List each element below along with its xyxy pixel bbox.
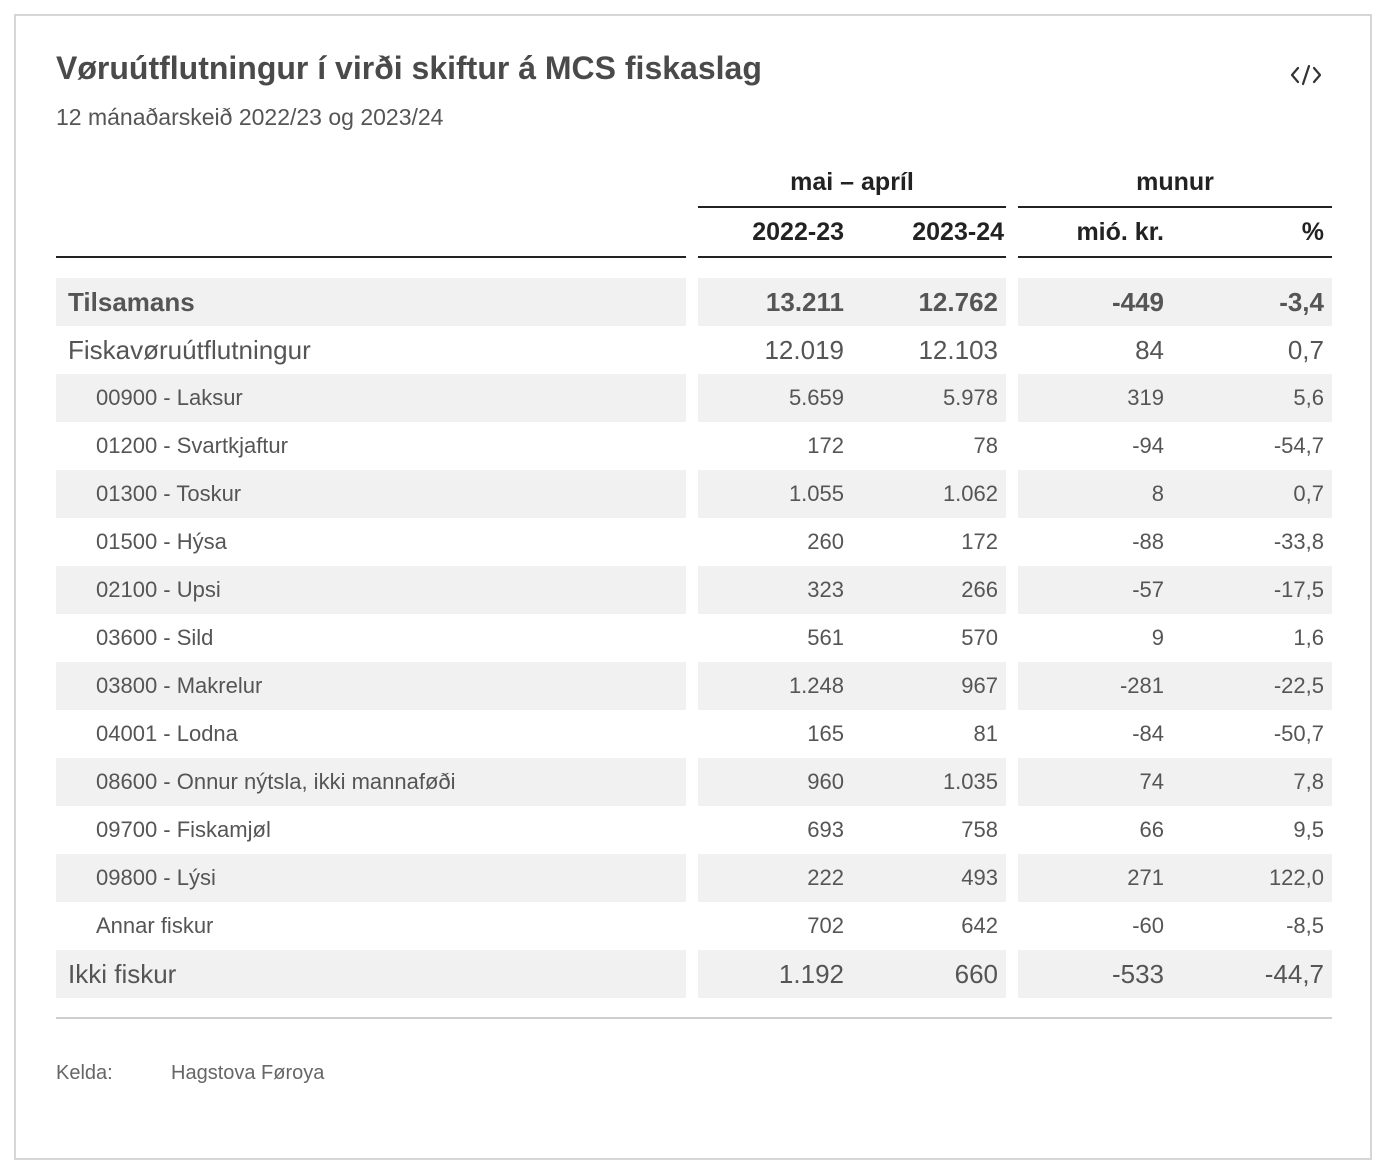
table-row xyxy=(0,902,1390,950)
table-row xyxy=(0,806,1390,854)
row-label: 01500 - Hýsa xyxy=(96,529,227,554)
row-label: 03800 - Makrelur xyxy=(96,673,263,698)
value-2023-24: 172 xyxy=(961,529,998,554)
value-2022-23: 561 xyxy=(807,625,844,650)
value-2023-24: 758 xyxy=(961,817,998,842)
table-row xyxy=(0,470,1390,518)
code-embed-icon[interactable] xyxy=(1288,60,1324,90)
table-row xyxy=(0,614,1390,662)
value-2023-24: 1.035 xyxy=(942,769,998,794)
value-2023-24: 570 xyxy=(961,625,998,650)
value-diff-mio-kr: 9 xyxy=(1151,625,1164,650)
table-row xyxy=(0,278,1390,326)
value-diff-percent: 5,6 xyxy=(1293,385,1324,410)
row-label: 03600 - Sild xyxy=(96,625,214,650)
value-2023-24: 660 xyxy=(954,959,998,989)
code-embed-icon-svg xyxy=(1288,60,1324,90)
value-2022-23: 323 xyxy=(807,577,844,602)
chart-subtitle: 12 mánaðarskeið 2022/23 og 2023/24 xyxy=(56,104,444,130)
table-row xyxy=(0,374,1390,422)
value-diff-mio-kr: 84 xyxy=(1135,335,1164,365)
table-bottom-rule xyxy=(56,1017,1332,1019)
group-rule-period xyxy=(698,206,1006,208)
value-diff-mio-kr: -533 xyxy=(1111,959,1164,989)
value-2022-23: 1.055 xyxy=(788,481,844,506)
value-2023-24: 642 xyxy=(961,913,998,938)
value-diff-percent: -50,7 xyxy=(1273,721,1324,746)
value-diff-percent: 122,0 xyxy=(1268,865,1324,890)
table-row xyxy=(0,566,1390,614)
value-2022-23: 260 xyxy=(807,529,844,554)
column-header-mio-kr: mió. kr. xyxy=(1076,218,1164,246)
value-diff-mio-kr: 8 xyxy=(1151,481,1164,506)
header-rule-period xyxy=(698,256,1006,258)
value-diff-percent: -3,4 xyxy=(1279,287,1324,317)
header-rule-difference xyxy=(1018,256,1332,258)
value-2022-23: 13.211 xyxy=(765,287,844,317)
value-2022-23: 960 xyxy=(807,769,844,794)
value-diff-mio-kr: 319 xyxy=(1127,385,1164,410)
group-rule-difference xyxy=(1018,206,1332,208)
column-group-period: mai – apríl xyxy=(790,168,914,196)
value-diff-mio-kr: 271 xyxy=(1127,865,1164,890)
source-value: Hagstova Føroya xyxy=(171,1062,325,1084)
table-row xyxy=(0,422,1390,470)
value-2022-23: 1.192 xyxy=(778,959,844,989)
value-2022-23: 1.248 xyxy=(788,673,844,698)
row-label: 01300 - Toskur xyxy=(96,481,242,506)
row-label: Annar fiskur xyxy=(96,913,214,938)
value-2022-23: 222 xyxy=(807,865,844,890)
value-diff-mio-kr: 74 xyxy=(1139,769,1164,794)
value-2023-24: 12.103 xyxy=(918,335,998,365)
column-group-difference: munur xyxy=(1136,168,1214,196)
row-label: 08600 - Onnur nýtsla, ikki mannaføði xyxy=(96,769,456,794)
table-row xyxy=(0,854,1390,902)
value-diff-percent: 7,8 xyxy=(1293,769,1324,794)
value-diff-percent: -54,7 xyxy=(1273,433,1324,458)
value-diff-mio-kr: -57 xyxy=(1132,577,1164,602)
row-label: Tilsamans xyxy=(68,287,195,317)
table-row xyxy=(0,662,1390,710)
value-2023-24: 81 xyxy=(973,721,998,746)
value-diff-percent: -22,5 xyxy=(1273,673,1324,698)
value-2022-23: 702 xyxy=(807,913,844,938)
value-2022-23: 165 xyxy=(807,721,844,746)
value-2023-24: 967 xyxy=(961,673,998,698)
value-diff-mio-kr: 66 xyxy=(1139,817,1164,842)
row-label: 09800 - Lýsi xyxy=(96,865,216,890)
value-diff-mio-kr: -84 xyxy=(1132,721,1164,746)
chart-title: Vøruútflutningur í virði skiftur á MCS fiskaslag xyxy=(56,50,762,86)
value-diff-mio-kr: -88 xyxy=(1132,529,1164,554)
value-2023-24: 493 xyxy=(961,865,998,890)
value-2023-24: 5.978 xyxy=(942,385,998,410)
value-diff-percent: -44,7 xyxy=(1264,959,1324,989)
row-label: Fiskavøruútflutningur xyxy=(68,335,311,365)
header-rule-label xyxy=(56,256,686,258)
value-diff-percent: -8,5 xyxy=(1286,913,1324,938)
value-2022-23: 12.019 xyxy=(764,335,844,365)
table-row xyxy=(0,758,1390,806)
row-label: 09700 - Fiskamjøl xyxy=(96,817,271,842)
row-label: Ikki fiskur xyxy=(68,959,177,989)
value-diff-percent: 9,5 xyxy=(1293,817,1324,842)
value-2023-24: 12.762 xyxy=(918,287,998,317)
row-label: 02100 - Upsi xyxy=(96,577,221,602)
row-label: 00900 - Laksur xyxy=(96,385,243,410)
column-header-percent: % xyxy=(1301,218,1324,246)
value-2023-24: 1.062 xyxy=(942,481,998,506)
value-2023-24: 78 xyxy=(973,433,998,458)
value-diff-mio-kr: -60 xyxy=(1132,913,1164,938)
value-diff-percent: -17,5 xyxy=(1273,577,1324,602)
value-diff-mio-kr: -94 xyxy=(1132,433,1164,458)
value-2022-23: 5.659 xyxy=(788,385,844,410)
table-row xyxy=(0,326,1390,374)
value-2022-23: 172 xyxy=(807,433,844,458)
table-row xyxy=(0,950,1390,998)
value-2022-23: 693 xyxy=(807,817,844,842)
column-header-2023-24: 2023-24 xyxy=(912,218,1004,246)
table-row xyxy=(0,710,1390,758)
table-row xyxy=(0,518,1390,566)
value-diff-percent: -33,8 xyxy=(1273,529,1324,554)
source-label: Kelda: xyxy=(56,1062,113,1084)
value-diff-mio-kr: -449 xyxy=(1111,287,1164,317)
column-header-2022-23: 2022-23 xyxy=(752,218,844,246)
row-label: 04001 - Lodna xyxy=(96,721,238,746)
value-diff-percent: 1,6 xyxy=(1293,625,1324,650)
value-2023-24: 266 xyxy=(961,577,998,602)
value-diff-mio-kr: -281 xyxy=(1119,673,1164,698)
value-diff-percent: 0,7 xyxy=(1287,335,1324,365)
row-label: 01200 - Svartkjaftur xyxy=(96,433,288,458)
value-diff-percent: 0,7 xyxy=(1293,481,1324,506)
